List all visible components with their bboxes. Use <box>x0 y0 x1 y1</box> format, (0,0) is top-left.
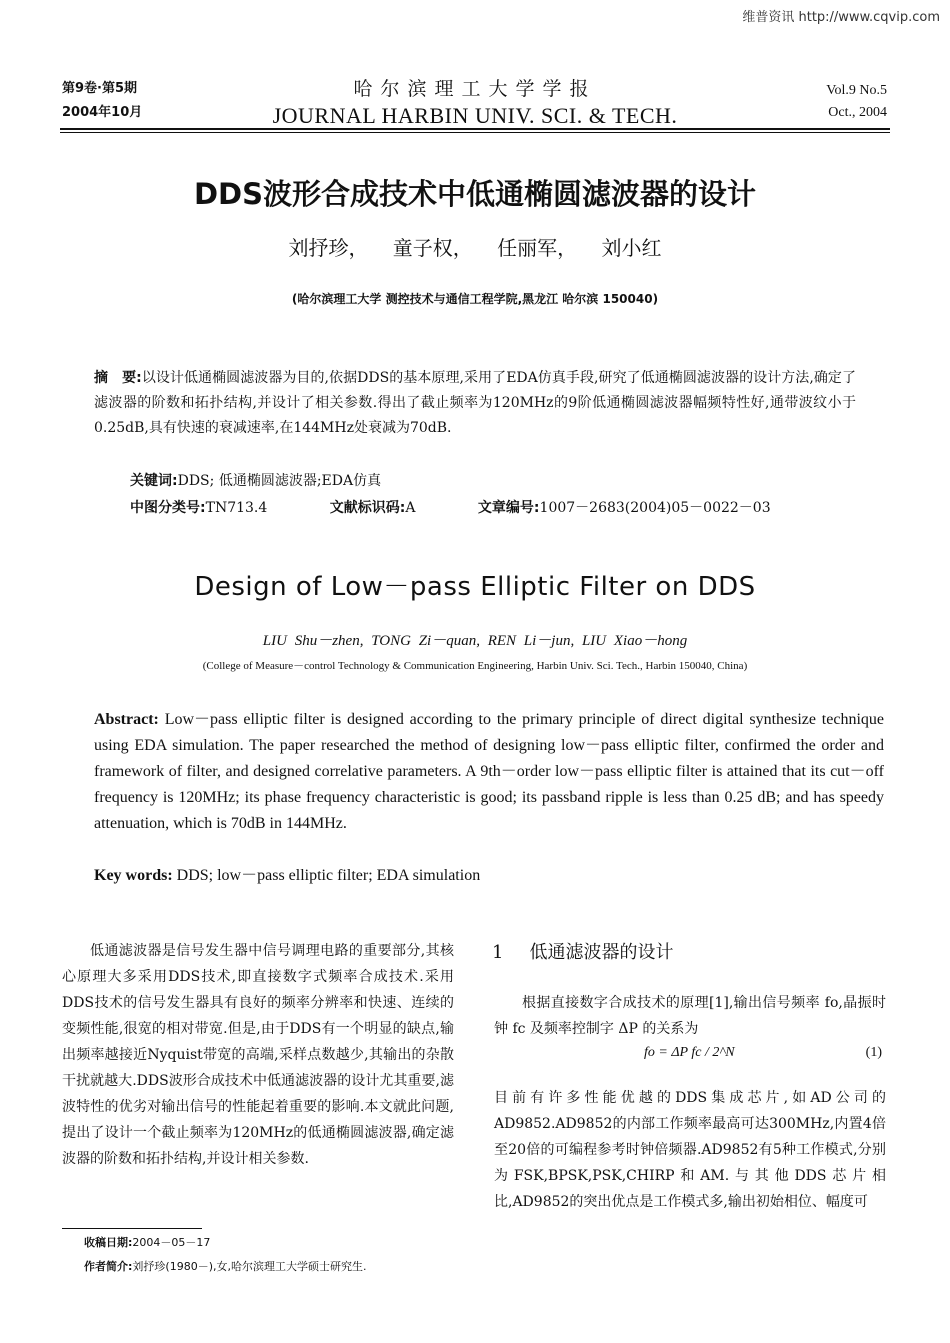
section-number: 1 <box>492 942 504 963</box>
authors-cn: 刘抒珍， 童子权， 任丽军， 刘小红 <box>288 236 662 260</box>
equation-formula: fo = ΔP fc / 2^N <box>644 1045 735 1060</box>
intro-paragraph: 低通滤波器是信号发生器中信号调理电路的重要部分,其核心原理大多采用DDS技术,即直接数字式频率合成技术.采用DDS技术的信号发生器具有良好的频率分辨率和快速、连续的变频性能,很宽的相对带宽.但是,由于DDS有一个明显的缺点,输出频率越接近Nyquist带宽的高端,采样点数越少,其输出的杂散干扰就越大.DDS波形合成技术中低通滤波器的设计尤其重要,滤波特性的优劣对输出信号的性能起着重要的影响.本文就此问题,提出了设计一个截止频率为120MHz的低通椭圆滤波器,确定滤波器的阶数和拓扑结构,并设计相关参数. <box>62 943 454 1167</box>
clc-value: TN713.4 <box>205 500 268 516</box>
abstract-en <box>94 707 884 837</box>
abstract-cn <box>94 366 856 441</box>
received-label: 收稿日期: <box>84 1236 133 1249</box>
section-title: 低通滤波器的设计 <box>529 942 674 963</box>
keywords-cn <box>130 470 381 490</box>
body-left-column <box>62 938 454 1172</box>
author-bio: 刘抒珍(1980－),女,哈尔滨理工大学硕士研究生. <box>132 1260 367 1273</box>
author-bio-label: 作者简介: <box>84 1260 133 1273</box>
journal-name-en: JOURNAL HARBIN UNIV. SCI. & TECH. <box>272 103 678 128</box>
section-heading-1 <box>492 938 673 964</box>
paper-title-cn: DDS波形合成技术中低通椭圆滤波器的设计 <box>193 177 757 211</box>
date-en: Oct., 2004 <box>828 105 887 120</box>
doc-value: A <box>405 500 416 516</box>
abstract-en-label: Abstract: <box>94 711 159 728</box>
keywords-en-label: Key words: <box>94 867 173 884</box>
article-id <box>478 500 771 516</box>
article-id-label: 文章编号: <box>477 500 540 516</box>
paper-title-en: Design of Low－pass Elliptic Filter on DDS <box>194 572 756 602</box>
watermark: 维普资讯 http://www.cqvip.com <box>742 10 940 25</box>
paragraph-chips: 目前有许多性能优越的DDS集成芯片,如AD公司的AD9852.AD9852的内部工作频率最高可达300MHz,内置4倍至20倍的可编程参考时钟倍频器.AD9852有5种工作模式,分别为FSK,BPSK,PSK,CHIRP和AM.与其他DDS芯片相比,AD9852的突出优点是工作模式多,输出初始相位、幅度可 <box>494 1090 886 1210</box>
header-rule-thin <box>60 132 890 133</box>
abstract-cn-text: 以设计低通椭圆滤波器为目的,依据DDS的基本原理,采用了EDA仿真手段,研究了低通椭圆滤波器的设计方法,确定了滤波器的阶数和拓扑结构,并设计了相关参数.得出了截止频率为120MHz的9阶低通椭圆滤波器幅频特性好,通带波纹小于0.25dB,具有快速的衰减速率,在144MHz处衰减为70dB. <box>94 370 856 436</box>
received-date: 2004－05－17 <box>132 1236 211 1249</box>
date-cn: 2004年10月 <box>62 105 143 120</box>
keywords-cn-text: DDS; 低通椭圆滤波器;EDA仿真 <box>177 473 382 489</box>
clc-number <box>130 500 267 516</box>
keywords-cn-label: 关键词: <box>130 473 178 489</box>
header-rule-thick <box>60 128 890 130</box>
journal-name-cn: 哈尔滨理工大学学报 <box>353 78 597 100</box>
paragraph-principle: 根据直接数字合成技术的原理[1],输出信号频率 fo,晶振时钟 fc 及频率控制字 ΔP 的关系为 <box>494 995 886 1037</box>
footnote-rule <box>62 1228 202 1229</box>
affiliation-cn: (哈尔滨理工大学 测控技术与通信工程学院,黑龙江 哈尔滨 150040) <box>291 292 659 306</box>
clc-label: 中图分类号: <box>130 500 206 516</box>
affiliation-en: (College of Measure－control Technology & Communication Engineering, Harbin Univ. Sci. Tech., Harbin 150040, China) <box>202 660 748 672</box>
journal-name <box>0 74 950 129</box>
issue-info-en <box>826 80 887 124</box>
equation-1 <box>494 1045 886 1071</box>
authors-en: LIU Shu－zhen, TONG Zi－quan, REN Li－jun, LIU Xiao－hong <box>262 633 688 649</box>
keywords-en-text: DDS; low－pass elliptic filter; EDA simulation <box>176 867 481 884</box>
footnote-author <box>84 1258 366 1274</box>
body-right-column-cont <box>494 1071 886 1229</box>
abstract-en-text: Low－pass elliptic filter is designed according to the primary principle of direct digital synthesize technique using EDA simulation. The paper researched the method of designing low－pass elliptic filter, confirmed the order and framework of filter, and designed correlative parameters. A 9th－order low－pass elliptic filter is attained that its cut－off frequency is 120MHz; its phase frequency characteristic is good; its passband ripple is less than 0.25 dB; and has speedy attenuation, which is 70dB in 144MHz. <box>94 711 885 832</box>
equation-number: (1) <box>865 1045 882 1060</box>
abstract-cn-label: 摘 要: <box>94 370 142 386</box>
classification-row <box>130 497 829 517</box>
doc-label: 文献标识码: <box>329 500 406 516</box>
article-id-value: 1007－2683(2004)05－0022－03 <box>539 500 771 516</box>
volume-cn: 第9卷·第5期 <box>62 81 138 96</box>
doc-code <box>330 500 416 516</box>
body-right-column <box>494 990 886 1042</box>
volume-en: Vol.9 No.5 <box>826 83 887 98</box>
keywords-en <box>94 862 480 885</box>
footnote-received <box>84 1234 210 1250</box>
